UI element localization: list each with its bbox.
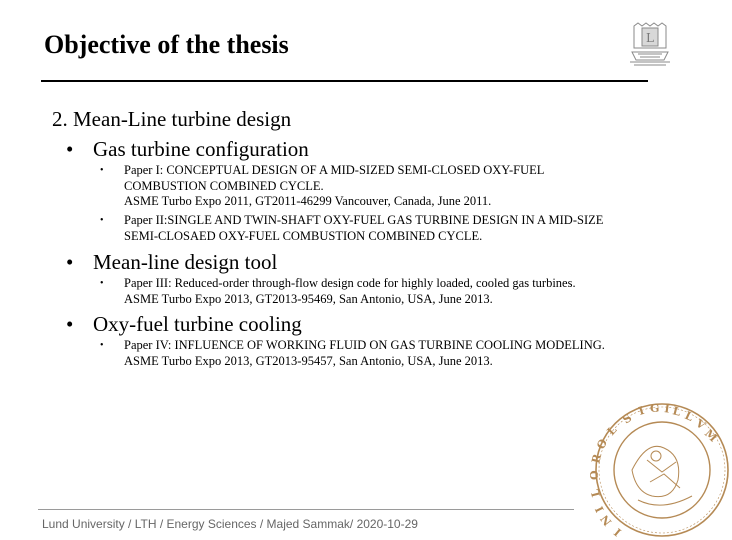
footer-divider	[38, 509, 574, 510]
bullet-dot: •	[66, 137, 74, 161]
bullet-label: Mean-line design tool	[93, 250, 278, 274]
sub-bullet-dot: •	[100, 340, 104, 351]
slide-title: Objective of the thesis	[44, 30, 289, 59]
sub-bullet-dot: •	[100, 165, 104, 176]
paper-2-line-1: Paper II:SINGLE AND TWIN-SHAFT OXY-FUEL GAS TURBINE DESIGN IN A MID-SIZE	[124, 213, 604, 227]
paper-1-line-3: ASME Turbo Expo 2011, GT2011-46299 Vancouver, Canada, June 2011.	[124, 194, 492, 208]
svg-text:I: I	[592, 504, 607, 515]
bullet-dot: •	[66, 250, 74, 274]
sub-bullet-dot: •	[100, 278, 104, 289]
svg-text:O: O	[588, 470, 601, 480]
svg-text:N: N	[597, 512, 615, 529]
title-divider	[41, 80, 648, 82]
svg-text:L: L	[588, 487, 603, 499]
lund-university-seal-icon	[588, 400, 732, 540]
svg-text:L: L	[682, 408, 696, 424]
svg-text:S: S	[620, 411, 635, 427]
svg-text:L: L	[604, 423, 620, 439]
svg-text:I: I	[611, 525, 624, 539]
paper-4-line-1: Paper IV: INFLUENCE OF WORKING FLUID ON GAS TURBINE COOLING MODELING.	[124, 338, 605, 352]
bullet-label: Gas turbine configuration	[93, 137, 309, 161]
svg-text:I: I	[636, 403, 646, 418]
svg-text:M: M	[701, 426, 720, 445]
footer-text: Lund University / LTH / Energy Sciences / Majed Sammak/ 2020-10-29	[42, 517, 418, 531]
paper-2-line-2: SEMI-CLOSAED OXY-FUEL COMBUSTION COMBINED CYCLE.	[124, 228, 483, 243]
paper-4-line-2: ASME Turbo Expo 2013, GT2013-95457, San Antonio, USA, June 2013.	[124, 353, 493, 368]
svg-text:O: O	[594, 436, 611, 452]
sub-bullet-dot: •	[100, 215, 104, 226]
paper-1-line-1: Paper I: CONCEPTUAL DESIGN OF A MID-SIZED SEMI-CLOSED OXY-FUEL	[124, 163, 545, 177]
paper-1-line-2: COMBUSTION COMBINED CYCLE.	[124, 178, 324, 193]
svg-text:R: R	[589, 452, 605, 465]
bullet-dot: •	[66, 312, 74, 336]
svg-text:V: V	[693, 416, 708, 433]
svg-text:L: L	[671, 404, 682, 419]
svg-text:L: L	[646, 31, 654, 45]
bullet-label: Oxy-fuel turbine cooling	[93, 312, 302, 336]
svg-text:I: I	[663, 402, 671, 416]
paper-3-line-2: ASME Turbo Expo 2013, GT2013-95469, San Antonio, USA, June 2013.	[124, 291, 493, 306]
section-heading: 2. Mean-Line turbine design	[52, 107, 292, 131]
svg-text:G: G	[650, 402, 660, 415]
paper-3-line-1: Paper III: Reduced-order through-flow design code for highly loaded, cooled gas turbines.	[124, 276, 576, 290]
lund-university-logo-icon	[624, 18, 676, 70]
